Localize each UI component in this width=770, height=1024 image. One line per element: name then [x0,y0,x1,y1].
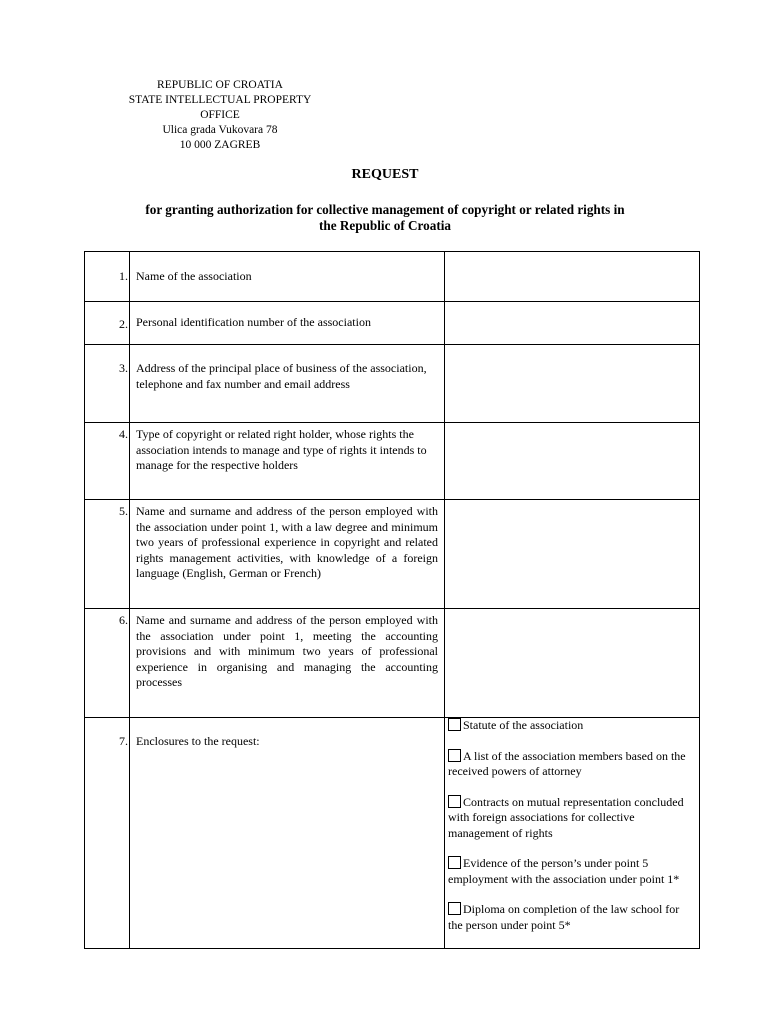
row-number: 7. [85,718,130,949]
row-number: 3. [85,345,130,423]
name-of-association-field[interactable] [445,252,700,302]
row-label: Type of copyright or related right holder, whose rights the association intends to manage and type of rights it intends to manage for the respective holders [130,423,445,500]
row-label: Personal identification number of the association [130,302,445,345]
enclosure-diploma [448,902,695,933]
header-street: Ulica grada Vukovara 78 [162,124,278,136]
request-form-table [84,251,700,949]
form-row-7 [85,718,700,949]
form-row-4 [85,423,700,500]
row-label: Name and surname and address of the person employed with the association under point 1, with a law degree and minimum two years of professional experience in copyright and related rights management activities, with knowledge of a foreign language (English, German or French) [130,500,445,609]
enclosure-label: Contracts on mutual representation concluded with foreign associations for collective management of rights [448,794,684,840]
row-label: Name of the association [130,252,445,302]
enclosure-label: Diploma on completion of the law school for the person under point 5* [448,902,680,932]
office-address-block [100,78,340,153]
row-label: Address of the principal place of business of the association, telephone and fax number and email address [130,345,445,423]
diploma-checkbox[interactable] [448,902,461,915]
subtitle-line-2: the Republic of Croatia [319,218,451,233]
statute-checkbox[interactable] [448,718,461,731]
row-label: Enclosures to the request: [130,718,445,949]
members-list-checkbox[interactable] [448,749,461,762]
enclosure-label: Statute of the association [463,718,584,732]
form-row-1 [85,252,700,302]
row-number: 2. [85,302,130,345]
form-row-6 [85,609,700,718]
accounting-person-field[interactable] [445,609,700,718]
document-title: REQUEST [351,167,419,182]
header-office-line1: STATE INTELLECTUAL PROPERTY [128,94,312,106]
enclosures-list [445,718,700,949]
principal-address-field[interactable] [445,345,700,423]
row-number: 5. [85,500,130,609]
form-row-3 [85,345,700,423]
enclosure-statute [448,718,695,734]
contracts-checkbox[interactable] [448,795,461,808]
header-country: REPUBLIC OF CROATIA [157,79,283,91]
header-city: 10 000 ZAGREB [179,139,261,151]
enclosure-label: A list of the association members based on the received powers of attorney [448,748,686,778]
header-office-line2: OFFICE [200,109,240,121]
document-subtitle [95,202,675,234]
row-number: 4. [85,423,130,500]
row-number: 6. [85,609,130,718]
row-label: Name and surname and address of the person employed with the association under point 1, meeting the accounting provisions and with minimum two years of professional experience in organising and managing the accounting processes [130,609,445,718]
row-number: 1. [85,252,130,302]
enclosure-employment-evidence [448,856,695,887]
form-row-2 [85,302,700,345]
enclosure-contracts [448,795,695,842]
employment-evidence-checkbox[interactable] [448,856,461,869]
rights-type-field[interactable] [445,423,700,500]
form-row-5 [85,500,700,609]
enclosure-label: Evidence of the person’s under point 5 employment with the association under point 1* [448,856,680,886]
law-degree-person-field[interactable] [445,500,700,609]
subtitle-line-1: for granting authorization for collective management of copyright or related rights in [145,202,625,217]
enclosure-members-list [448,749,695,780]
personal-id-number-field[interactable] [445,302,700,345]
